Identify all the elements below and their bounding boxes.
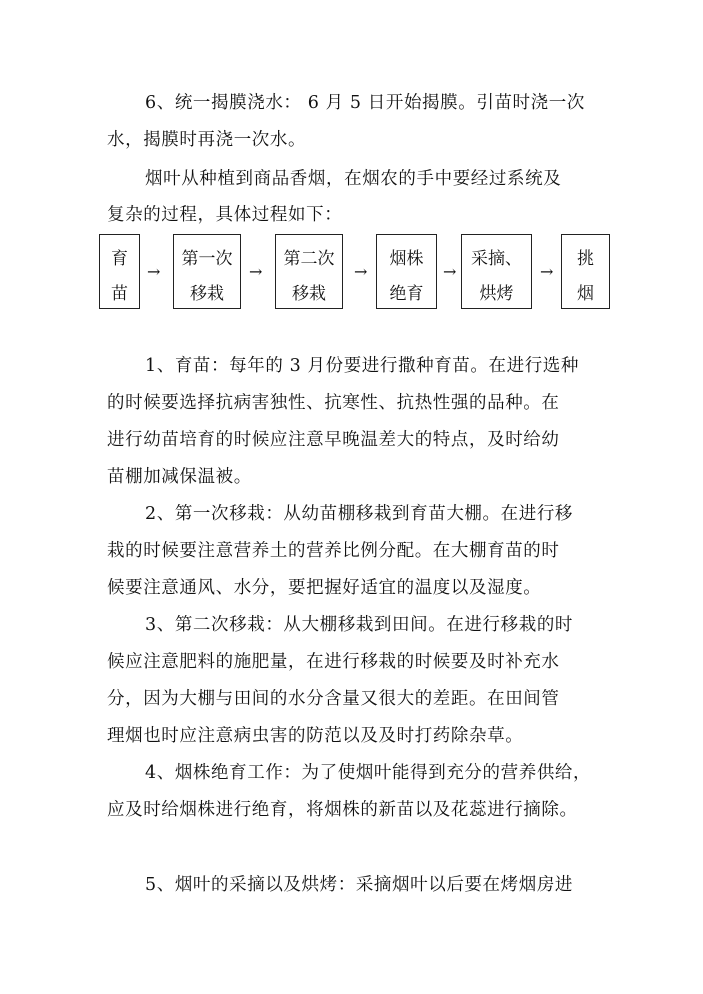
flow-arrow: → xyxy=(354,262,368,281)
flow-arrow: → xyxy=(540,262,554,281)
flow-step-text: 育 xyxy=(111,249,128,269)
step1-line4: 苗棚加减保温被。 xyxy=(107,467,252,487)
step1-line1: 1、育苗：每年的 3 月份要进行撒种育苗。在进行选种 xyxy=(145,356,579,376)
step2-line3: 候要注意通风、水分，要把握好适宜的温度以及湿度。 xyxy=(107,578,542,598)
step2-line1: 2、第一次移栽：从幼苗棚移栽到育苗大棚。在进行移 xyxy=(145,504,574,524)
intro-line2: 复杂的过程，具体过程如下： xyxy=(107,205,343,225)
flow-step-text: 挑 xyxy=(577,249,594,269)
flow-step-text: 第一次 xyxy=(181,249,233,269)
flow-arrow: → xyxy=(147,262,161,281)
flow-step-text: 苗 xyxy=(111,284,128,304)
step1-line2: 的时候要选择抗病害独性、抗寒性、抗热性强的品种。在 xyxy=(107,393,560,413)
flow-step-text: 绝育 xyxy=(389,284,424,304)
step3-line4: 理烟也时应注意病虫害的防范以及及时打药除杂草。 xyxy=(107,726,524,746)
step3-line2: 候应注意肥料的施肥量，在进行移栽的时候要及时补充水 xyxy=(107,652,560,672)
flow-step-first-transplant xyxy=(173,234,241,309)
flow-step-sterilize xyxy=(376,234,437,309)
flow-step-second-transplant xyxy=(275,234,343,309)
flow-step-text: 采摘、 xyxy=(471,249,522,269)
step4-line2: 应及时给烟株进行绝育，将烟株的新苗以及花蕊进行摘除。 xyxy=(107,800,578,820)
step2-line2: 栽的时候要注意营养土的营养比例分配。在大棚育苗的时 xyxy=(107,541,560,561)
para6-line2: 水，揭膜时再浇一次水。 xyxy=(107,130,307,150)
flow-step-select xyxy=(561,234,610,309)
step5-line1: 5、烟叶的采摘以及烘烤：采摘烟叶以后要在烤烟房进 xyxy=(145,875,574,895)
intro-line1: 烟叶从种植到商品香烟，在烟农的手中要经过系统及 xyxy=(145,169,562,189)
step3-line3: 分，因为大棚与田间的水分含量又很大的差距。在田间管 xyxy=(107,689,560,709)
flow-step-seedling xyxy=(99,234,140,309)
flow-step-text: 移栽 xyxy=(190,284,224,304)
flow-step-text: 第二次 xyxy=(283,249,335,269)
flow-step-harvest-bake xyxy=(461,234,532,309)
flow-step-text: 烘烤 xyxy=(479,284,514,304)
flow-step-text: 烟株 xyxy=(389,249,424,269)
flow-arrow: → xyxy=(443,262,457,281)
step1-line3: 进行幼苗培育的时候应注意早晚温差大的特点，及时给幼 xyxy=(107,430,560,450)
flow-arrow: → xyxy=(249,262,263,281)
flow-step-text: 移栽 xyxy=(292,284,326,304)
para6-line1: 6、统一揭膜浇水： 6 月 5 日开始揭膜。引苗时浇一次 xyxy=(145,93,585,113)
step3-line1: 3、第二次移栽：从大棚移栽到田间。在进行移栽的时 xyxy=(145,615,574,635)
step4-line1: 4、烟株绝育工作：为了使烟叶能得到充分的营养供给， xyxy=(145,763,592,783)
flow-step-text: 烟 xyxy=(577,284,594,304)
